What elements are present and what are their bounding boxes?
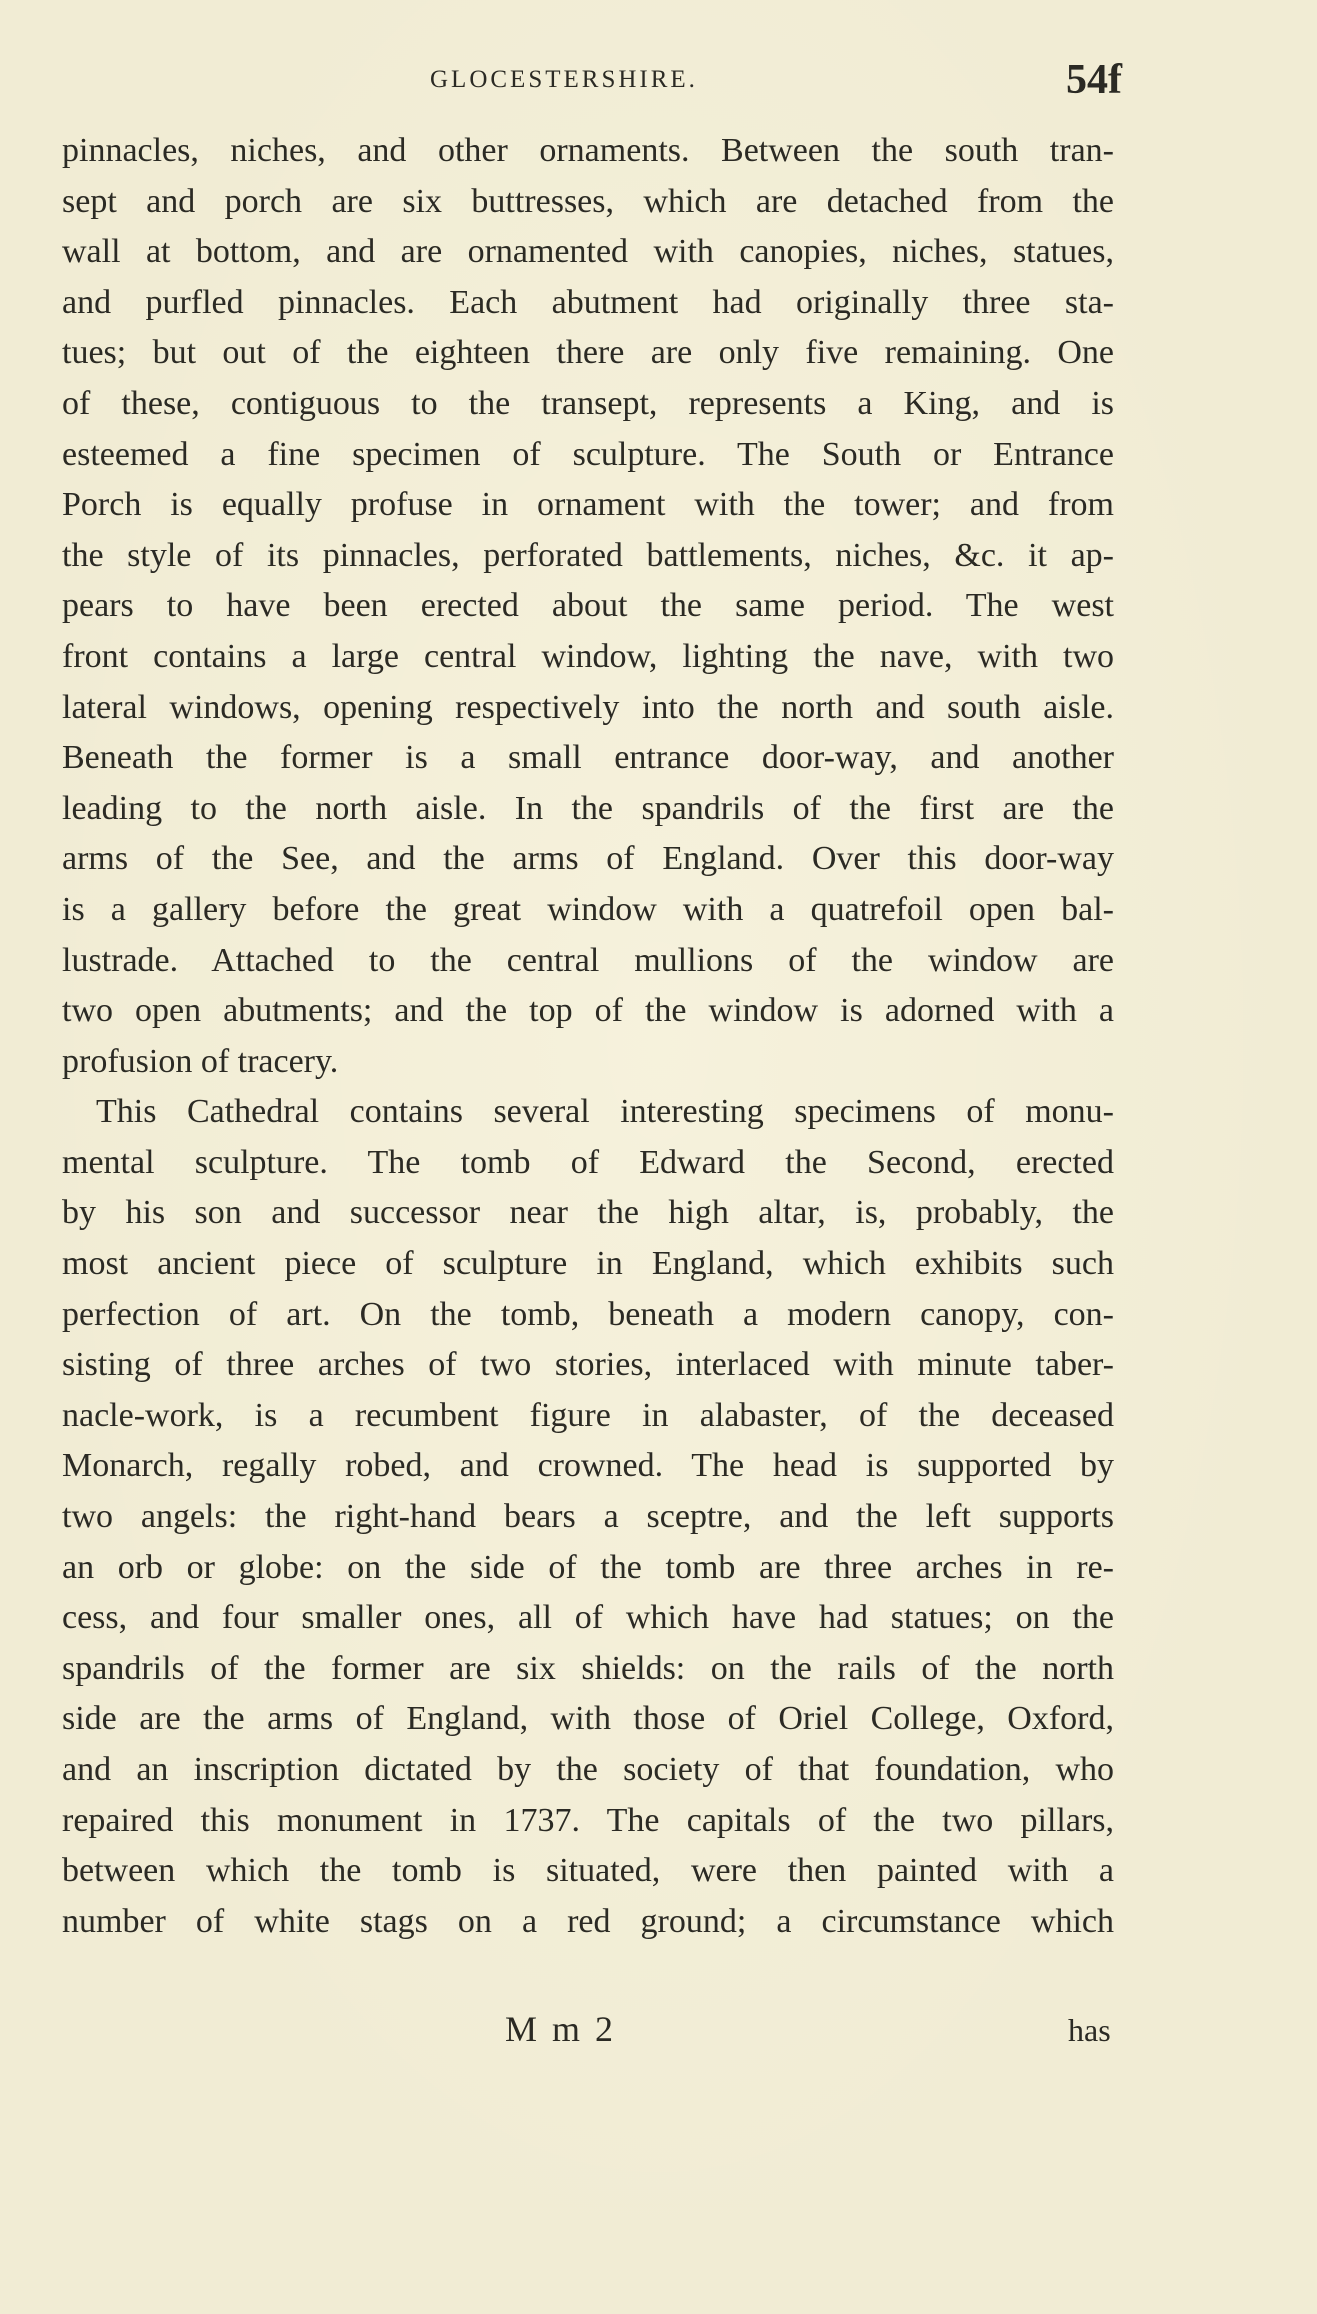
text-line: cess, and four smaller ones, all of which have had statues; on the <box>62 1599 1114 1637</box>
page-footer <box>0 2008 1317 2058</box>
signature-mark: M m 2 <box>505 2009 617 2049</box>
text-line: sept and porch are six buttresses, which are detached from the <box>62 182 1114 220</box>
text-line: Monarch, regally robed, and crowned. The head is supported by <box>62 1447 1114 1485</box>
text-line: two angels: the right-hand bears a sceptre, and the left supports <box>62 1498 1114 1536</box>
text-line: arms of the See, and the arms of England. Over this door-way <box>62 840 1114 878</box>
running-head-title: GLOCESTERSHIRE. <box>430 66 698 93</box>
text-line: front contains a large central window, lighting the nave, with two <box>62 637 1114 675</box>
catchword: has <box>1068 2012 1111 2048</box>
text-line: sisting of three arches of two stories, interlaced with minute taber- <box>62 1346 1114 1384</box>
text-line: perfection of art. On the tomb, beneath a modern canopy, con- <box>62 1295 1114 1333</box>
text-line: Porch is equally profuse in ornament with the tower; and from <box>62 486 1114 524</box>
text-line: Beneath the former is a small entrance door-way, and another <box>62 739 1114 777</box>
text-line: lateral windows, opening respectively into the north and south aisle. <box>62 688 1114 726</box>
text-line: nacle-work, is a recumbent figure in alabaster, of the deceased <box>62 1396 1114 1434</box>
text-line: and purfled pinnacles. Each abutment had originally three sta- <box>62 283 1114 321</box>
paragraph-end-line: profusion of tracery. <box>62 1042 339 1080</box>
text-line: by his son and successor near the high altar, is, probably, the <box>62 1194 1114 1232</box>
paragraph-start-line: This Cathedral contains several interesting specimens of monu- <box>96 1093 1114 1131</box>
page-number: 54f <box>1066 57 1122 103</box>
text-line: between which the tomb is situated, were then painted with a <box>62 1852 1114 1890</box>
text-line: pears to have been erected about the same period. The west <box>62 587 1114 625</box>
running-head <box>0 57 1317 103</box>
text-line: wall at bottom, and are ornamented with canopies, niches, statues, <box>62 233 1114 271</box>
text-line: repaired this monument in 1737. The capitals of the two pillars, <box>62 1801 1114 1839</box>
text-line: most ancient piece of sculpture in England, which exhibits such <box>62 1245 1114 1283</box>
text-line: the style of its pinnacles, perforated battlements, niches, &c. it ap- <box>62 536 1114 574</box>
text-line: mental sculpture. The tomb of Edward the Second, erected <box>62 1143 1114 1181</box>
text-line: side are the arms of England, with those of Oriel College, Oxford, <box>62 1700 1114 1738</box>
text-line: number of white stags on a red ground; a circumstance which <box>62 1902 1114 1940</box>
text-line: lustrade. Attached to the central mullions of the window are <box>62 941 1114 979</box>
text-line: an orb or globe: on the side of the tomb are three arches in re- <box>62 1548 1114 1586</box>
text-line: tues; but out of the eighteen there are only five remaining. One <box>62 334 1114 372</box>
text-line: esteemed a fine specimen of sculpture. The South or Entrance <box>62 435 1114 473</box>
text-line: is a gallery before the great window with a quatrefoil open bal- <box>62 890 1114 928</box>
body-text <box>62 126 1114 1947</box>
text-line: of these, contiguous to the transept, represents a King, and is <box>62 384 1114 422</box>
text-line: pinnacles, niches, and other ornaments. Between the south tran- <box>62 132 1114 169</box>
text-line: spandrils of the former are six shields: on the rails of the north <box>62 1649 1114 1687</box>
text-line: leading to the north aisle. In the spandrils of the first are the <box>62 789 1114 827</box>
text-line: and an inscription dictated by the society of that foundation, who <box>62 1751 1114 1788</box>
text-line: two open abutments; and the top of the window is adorned with a <box>62 992 1114 1030</box>
